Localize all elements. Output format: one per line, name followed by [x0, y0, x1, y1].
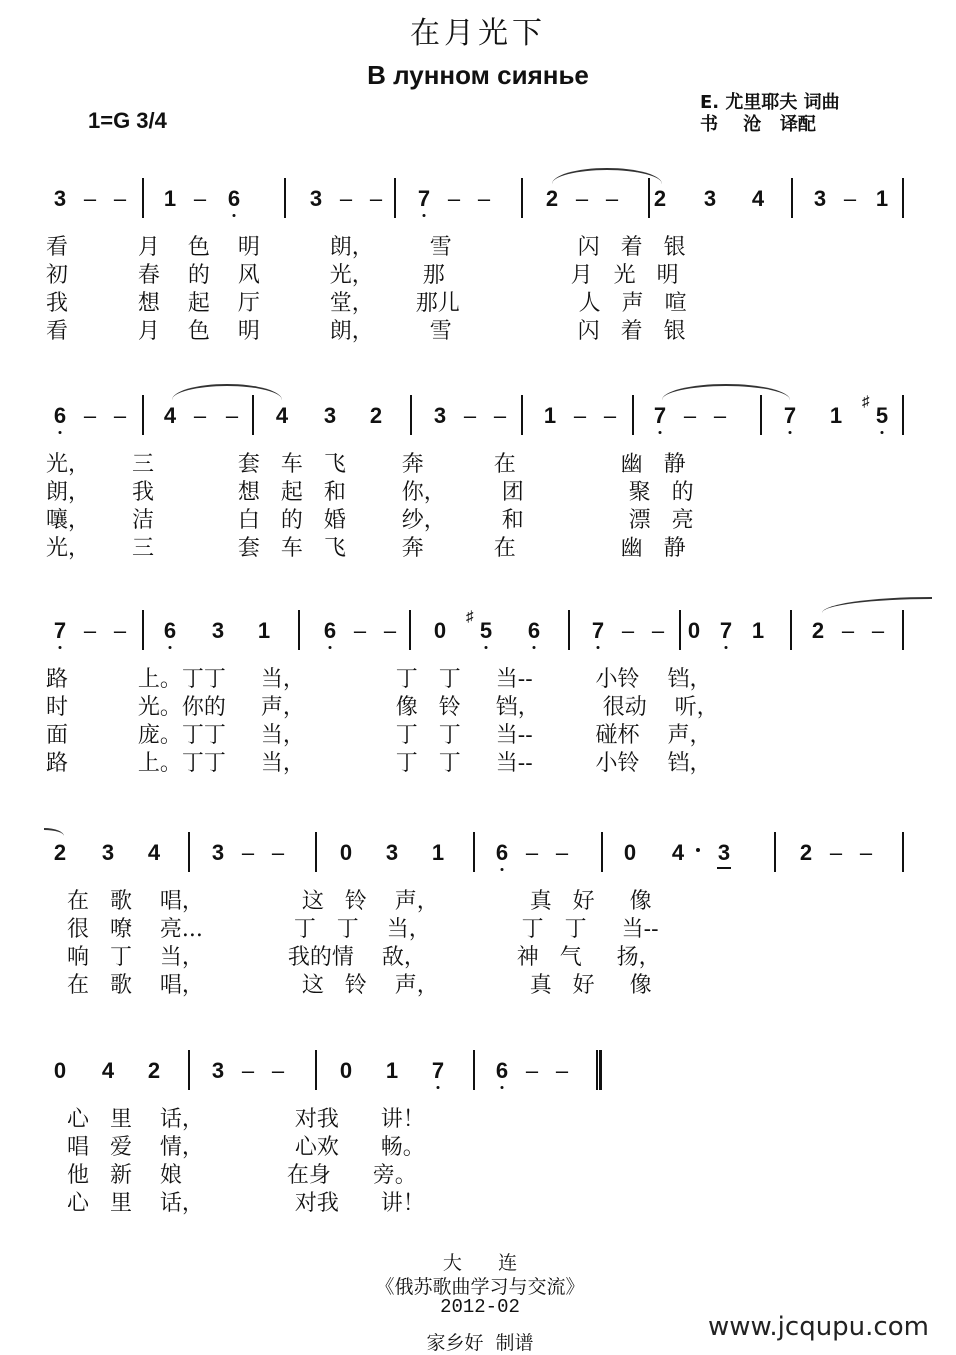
tie-arc [44, 828, 64, 836]
note: 1 [829, 403, 843, 428]
bar-line [473, 832, 475, 872]
duration-dash: – [843, 186, 857, 211]
note: 4 [751, 186, 765, 211]
duration-dash: – [493, 403, 507, 428]
note: 1 [431, 840, 445, 865]
duration-dash: – [463, 403, 477, 428]
note: 4 [275, 403, 289, 428]
lyric-verse-3: 他 新 娘 在身 旁。 [46, 1163, 417, 1188]
bar-line [648, 178, 650, 218]
bar-line [791, 178, 793, 218]
duration-dash: – [573, 403, 587, 428]
duration-dash: – [369, 186, 383, 211]
song-title-chinese: 在月光下 [410, 16, 546, 51]
bar-line [315, 1050, 317, 1090]
bar-line [521, 395, 523, 435]
duration-dash: – [83, 403, 97, 428]
note: 0 [687, 618, 701, 643]
duration-dash: – [555, 840, 569, 865]
note: 7 [586, 618, 610, 644]
bar-line [142, 610, 144, 650]
bar-line [760, 395, 762, 435]
bar-line [188, 1050, 190, 1090]
lyric-verse-2: 初 春 的 风 光， 那 月 光 明 [46, 263, 679, 288]
duration-dash: – [241, 840, 255, 865]
eighth-underline [717, 867, 731, 869]
note: 4 [666, 840, 690, 866]
lyric-verse-2: 唱 爱 情， 心欢 畅。 [46, 1135, 425, 1160]
lower-octave-dot [169, 646, 172, 649]
footer-maker: 家乡好 制谱 [426, 1332, 534, 1354]
duration-dash: – [555, 1058, 569, 1083]
footer-city: 大 连 [442, 1252, 518, 1274]
lyric-verse-3: 嚷， 洁 白 的 婚 纱， 和 漂 亮 [46, 508, 694, 533]
tie-arc [822, 597, 932, 613]
note: 7 [778, 403, 802, 429]
note: 5 ♯ [870, 403, 894, 429]
bar-line [632, 395, 634, 435]
footer-date: 2012-02 [440, 1296, 520, 1318]
duration-dash: – [83, 618, 97, 643]
duration-dash: – [193, 403, 207, 428]
key-time-signature: 1=G 3/4 [88, 108, 167, 133]
duration-dash: – [683, 403, 697, 428]
note: 6 [522, 618, 546, 644]
note: 7 [48, 618, 72, 644]
lyric-verse-1: 心 里 话， 对我 讲！ [46, 1107, 425, 1132]
duration-dash: – [353, 618, 367, 643]
duration-dash: – [241, 1058, 255, 1083]
lower-octave-dot [725, 646, 728, 649]
note: 3 [53, 186, 67, 211]
duration-dash: – [193, 186, 207, 211]
note: 3 [211, 840, 225, 865]
note: 2 [811, 618, 825, 643]
lower-octave-dot [881, 431, 884, 434]
lower-octave-dot [233, 214, 236, 217]
note: 1 [163, 186, 177, 211]
bar-line [315, 832, 317, 872]
note: 1 [875, 186, 889, 211]
lyric-verse-4: 心 里 话， 对我 讲！ [46, 1191, 425, 1216]
bar-line [568, 610, 570, 650]
note: 6 [48, 403, 72, 429]
lower-octave-dot [59, 431, 62, 434]
lower-octave-dot [501, 1086, 504, 1089]
tie-arc [172, 384, 282, 400]
lyric-verse-4: 看 月 色 明 朗， 雪 闪 着 银 [46, 319, 686, 344]
lyric-verse-4: 路 上。丁丁 当， 丁 丁 当-- 小铃 铛， [46, 751, 712, 776]
bar-line [902, 610, 904, 650]
lyric-verse-4: 光， 三 套 车 飞 奔 在 幽 静 [46, 536, 686, 561]
duration-dash: – [225, 403, 239, 428]
note: 3 [433, 403, 447, 428]
duration-dash: – [859, 840, 873, 865]
lower-octave-dot [597, 646, 600, 649]
translator-credit: 书 沧 译配 [700, 114, 816, 135]
bar-line [284, 178, 286, 218]
note: 0 [339, 1058, 353, 1083]
note: 3 [309, 186, 323, 211]
lower-octave-dot [423, 214, 426, 217]
sharp-icon: ♯ [466, 608, 474, 625]
duration-dash: – [605, 186, 619, 211]
duration-dash: – [651, 618, 665, 643]
tie-arc [552, 168, 662, 184]
note: 0 [53, 1058, 67, 1083]
duration-dash: – [113, 403, 127, 428]
bar-line [790, 610, 792, 650]
note: 6 [490, 840, 514, 866]
lyric-verse-2: 朗， 我 想 起 和 你， 团 聚 的 [46, 480, 694, 505]
lyric-verse-4: 在 歌 唱， 这 铃 声， 真 好 像 [46, 973, 652, 998]
duration-dash: – [525, 840, 539, 865]
bar-line [902, 832, 904, 872]
note: 2 [369, 403, 383, 428]
note: 0 [433, 618, 447, 643]
lyric-verse-1: 光， 三 套 车 飞 奔 在 幽 静 [46, 452, 686, 477]
lower-octave-dot [659, 431, 662, 434]
bar-line [410, 395, 412, 435]
note: 7 [714, 618, 738, 644]
note: 3 [101, 840, 115, 865]
song-title-russian: В лунном сиянье [367, 60, 589, 90]
note: 3 [703, 186, 717, 211]
note: 2 [653, 186, 667, 211]
note: 7 [426, 1058, 450, 1084]
note: 1 [257, 618, 271, 643]
duration-dash: – [113, 186, 127, 211]
note: 5 ♯ [474, 618, 498, 644]
bar-line [473, 1050, 475, 1090]
duration-dash: – [271, 840, 285, 865]
note: 3 [385, 840, 399, 865]
note: 2 [545, 186, 559, 211]
lower-octave-dot [437, 1086, 440, 1089]
note: 3 [712, 840, 736, 866]
lower-octave-dot [789, 431, 792, 434]
duration-dash: – [603, 403, 617, 428]
bar-line [679, 610, 681, 650]
augmentation-dot [696, 848, 700, 852]
duration-dash: – [339, 186, 353, 211]
note: 4 [147, 840, 161, 865]
lower-octave-dot [533, 646, 536, 649]
note: 1 [751, 618, 765, 643]
duration-dash: – [447, 186, 461, 211]
lyric-verse-3: 我 想 起 厅 堂， 那儿 人 声 喧 [46, 291, 687, 316]
lyric-verse-1: 看 月 色 明 朗， 雪 闪 着 银 [46, 235, 686, 260]
note: 4 [101, 1058, 115, 1083]
bar-line [521, 178, 523, 218]
note: 6 [222, 186, 246, 212]
note: 6 [318, 618, 342, 644]
note: 7 [648, 403, 672, 429]
bar-line [902, 395, 904, 435]
lower-octave-dot [59, 646, 62, 649]
note: 4 [163, 403, 177, 428]
bar-line [409, 610, 411, 650]
website-link[interactable]: www.jcqupu.com [708, 1312, 929, 1342]
composer-credit: E. 尤里耶夫 词曲 [700, 92, 840, 113]
lower-octave-dot [501, 868, 504, 871]
note: 1 [385, 1058, 399, 1083]
note: 2 [147, 1058, 161, 1083]
note: 3 [211, 1058, 225, 1083]
duration-dash: – [525, 1058, 539, 1083]
lower-octave-dot [329, 646, 332, 649]
note: 2 [53, 840, 67, 865]
duration-dash: – [829, 840, 843, 865]
duration-dash: – [477, 186, 491, 211]
bar-line [601, 832, 603, 872]
note: 7 [412, 186, 436, 212]
footer-group: 《俄苏歌曲学习与交流》 [375, 1276, 585, 1298]
note: 3 [211, 618, 225, 643]
lyric-verse-1: 路 上。丁丁 当， 丁 丁 当-- 小铃 铛， [46, 667, 712, 692]
note: 1 [543, 403, 557, 428]
lyric-verse-1: 在 歌 唱， 这 铃 声， 真 好 像 [46, 889, 652, 914]
tie-arc [662, 384, 790, 400]
lyric-verse-2: 很 嘹 亮... 丁 丁 当， 丁 丁 当-- [46, 917, 659, 942]
bar-line [142, 395, 144, 435]
duration-dash: – [871, 618, 885, 643]
bar-line [252, 395, 254, 435]
bar-line [188, 832, 190, 872]
duration-dash: – [383, 618, 397, 643]
sharp-icon: ♯ [862, 393, 870, 410]
lyric-verse-3: 面 庞。丁丁 当， 丁 丁 当-- 碰杯 声， [46, 723, 712, 748]
note: 3 [813, 186, 827, 211]
bar-line [902, 178, 904, 218]
duration-dash: – [113, 618, 127, 643]
note: 0 [339, 840, 353, 865]
duration-dash: – [271, 1058, 285, 1083]
duration-dash: – [841, 618, 855, 643]
note: 0 [623, 840, 637, 865]
bar-line [298, 610, 300, 650]
duration-dash: – [83, 186, 97, 211]
note: 2 [799, 840, 813, 865]
final-double-bar [596, 1050, 602, 1090]
lyric-verse-2: 时 光。你的 声， 像 铃 铛， 很动 听， [46, 695, 719, 720]
bar-line [394, 178, 396, 218]
note: 6 [490, 1058, 514, 1084]
lyric-verse-3: 响 丁 当， 我的情 敌， 神 气 扬， [46, 945, 661, 970]
lower-octave-dot [485, 646, 488, 649]
duration-dash: – [621, 618, 635, 643]
bar-line [774, 832, 776, 872]
note: 6 [158, 618, 182, 644]
note: 3 [323, 403, 337, 428]
duration-dash: – [575, 186, 589, 211]
bar-line [142, 178, 144, 218]
duration-dash: – [713, 403, 727, 428]
